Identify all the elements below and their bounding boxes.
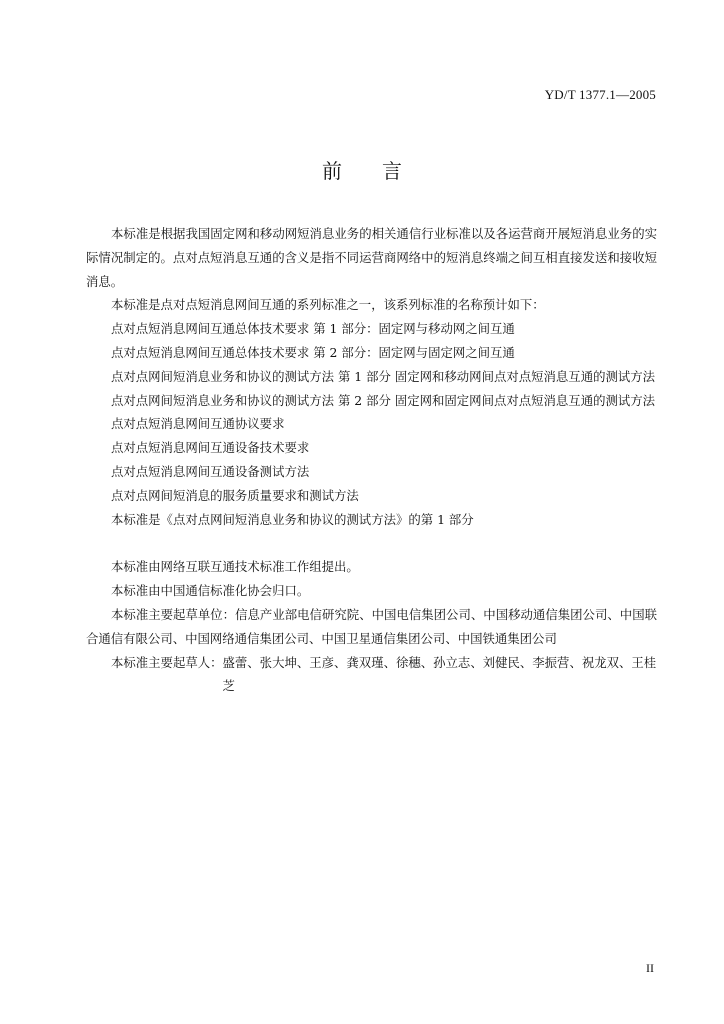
this-part-paragraph: 本标准是《点对点网间短消息业务和协议的测试方法》的第 1 部分 <box>111 511 474 527</box>
preface-body <box>86 222 657 698</box>
drafting-units-paragraph: 本标准主要起草单位：信息产业部电信研究院、中国电信集团公司、中国移动通信集团公司、中国联合通信有限公司、中国网络通信集团公司、中国卫星通信集团公司、中国铁通集团公司 <box>86 606 657 646</box>
series-item: 点对点网间短消息业务和协议的测试方法 第 1 部分 固定网和移动网间点对点短消息互通的测试方法 <box>111 368 656 384</box>
series-item: 点对点短消息网间互通设备测试方法 <box>111 463 310 479</box>
series-item: 点对点短消息网间互通协议要求 <box>111 416 285 432</box>
drafters-label: 本标准主要起草人： <box>111 654 223 670</box>
series-item: 点对点短消息网间互通总体技术要求 第 1 部分：固定网与移动网之间互通 <box>111 321 515 337</box>
series-item: 点对点网间短消息的服务质量要求和测试方法 <box>111 487 359 503</box>
page-number: II <box>646 961 654 975</box>
intro-paragraph: 本标准是根据我国固定网和移动网短消息业务的相关通信行业标准以及各运营商开展短消息业务的实际情况制定的。点对点短消息互通的含义是指不同运营商网络中的短消息终端之间互相直接发送和接收短消息。 <box>86 226 657 289</box>
standard-number: YD/T 1377.1—2005 <box>544 87 656 102</box>
series-item: 点对点短消息网间互通总体技术要求 第 2 部分：固定网与固定网之间互通 <box>111 344 515 360</box>
managed-by-paragraph: 本标准由中国通信标准化协会归口。 <box>111 583 310 599</box>
series-item: 点对点网间短消息业务和协议的测试方法 第 2 部分 固定网和固定网间点对点短消息互通的测试方法 <box>111 392 656 408</box>
series-intro-paragraph: 本标准是点对点短消息网间互通的系列标准之一，该系列标准的名称预计如下： <box>111 297 545 313</box>
drafters-paragraph <box>86 651 657 699</box>
page-title: 前言 <box>322 159 442 183</box>
paragraph-spacer <box>86 531 657 555</box>
drafters-names: 盛蕾、张大坤、王彦、龚双瑾、徐穗、孙立志、刘健民、李振营、祝龙双、王桂芝 <box>222 654 657 694</box>
proposed-by-paragraph: 本标准由网络互联互通技术标准工作组提出。 <box>111 559 359 575</box>
series-item: 点对点短消息网间互通设备技术要求 <box>111 440 310 456</box>
